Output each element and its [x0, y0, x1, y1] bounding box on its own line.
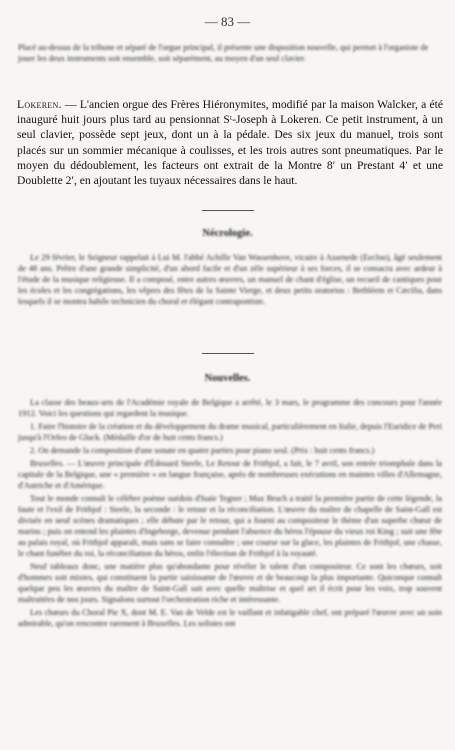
nouvelles-paragraph: La classe des beaux-arts de l'Académie royale de Belgique a arrêté, le 3 mars, le programme des concours pour l'année 1912. Voici les questions qui regardent la musique.: [18, 398, 442, 418]
nouvelles-paragraph: Neuf tableaux donc, une matière plus qu'abondante pour révéler le talent d'un compositeur. Ce sont les chœurs, soit d'hommes soit mixtes, qui constituent la partie saisissante de l'œuvre et de beaucoup la plus importante. Quiconque connaît quelque peu les œuvres du maître de Saint-Gall sait avec quelle maîtrise et quel art il écrit pour les voix, trop souvent maltraitées de nos jours. Signalons surtout l'orchestration riche et intéressante.: [18, 562, 442, 604]
lokeren-paragraph: [17, 97, 443, 188]
necrologie-text: [18, 252, 442, 309]
lokeren-body: — L'ancien orgue des Frères Hiéronymites, modifié par la maison Walcker, a été inauguré huit jours plus tard au pensionnat Sᵗ-Joseph à Lokeren. Ce petit instrument, à un seul clavier, possède sept jeux, dont un à la pédale. Des six jeux du manuel, trois sont placés sur un sommier mécanique à coulisses, et les trois autres sont pneumatiques. Par le moyen du dédoublement, les facteurs ont extrait de la Montre 8′ un Prestant 4′ et une Doublette 2′, en ajoutant les tuyaux nécessaires dans le haut.: [17, 98, 443, 188]
necrologie-heading: Nécrologie.: [202, 228, 253, 239]
nouvelles-paragraph: Les chœurs du Choral Pie X, dont M. E. Van de Velde est le vaillant et infatigable chef, ont préparé l'œuvre avec un soin admirable, qu'on rencontre rarement à Bruxelles. Les solistes ont: [18, 608, 442, 628]
lokeren-place-name: Lokeren.: [17, 98, 62, 111]
separator-rule: [202, 353, 254, 354]
separator-rule: [202, 210, 254, 211]
nouvelles-text: [18, 397, 442, 631]
nouvelles-paragraph: Bruxelles. — L'œuvre principale d'Édouard Steele, Le Retour de Frithjof, a fait, le 7 avril, son entrée triomphale dans la capitale de la Belgique, une « première » en langue française, après de nombreuses exécutions en maintes villes d'Allemagne, d'Autriche et d'Amérique.: [18, 459, 442, 490]
page-number: — 83 —: [204, 14, 251, 29]
nouvelles-heading: Nouvelles.: [204, 373, 251, 384]
nouvelles-paragraph: 2. On demande la composition d'une sonate en quatre parties pour piano seul. (Prix : huit cents francs.): [30, 446, 375, 455]
nouvelles-paragraph: 1. Faire l'histoire de la création et du développement du drame musical, particulièrement en Italie, depuis l'Euridice de Peri jusqu'à l'Orfeo de Gluck. (Médaille d'or de huit cents francs.): [18, 422, 442, 442]
previous-section-text: Placé au-dessus de la tribune et séparé de l'orgue principal, il présente une disposition nouvelle, qui permet à l'organiste de jouer les deux instruments soit ensemble, soit séparément, au moyen d'un seul clavier.: [18, 43, 429, 63]
nouvelles-paragraph: Tout le monde connaît le célèbre poème suédois d'Isaïe Tegner ; Max Bruch a traité la première partie de cette légende, la faute et l'exil de Frithjof : Steele, la seconde : le retour et la réconciliation. L'œuvre du maître de chapelle de Saint-Gall est divisée en neuf scènes dramatiques ; elle débute par le retour, qui a fourni au compositeur le thème d'un superbe chœur de marins ; puis on entend les plaintes d'Ingeborge, devenue pendant l'absence du héros l'épouse du vieux roi King ; suit une fête au palais royal, où Frithjof apparaît, mais sans se faire connaître ; une course sur la glace, les plaintes de Frithjof, une chasse, le chant funèbre du roi, la réconciliation du héros, enfin l'élection de Frithjof à la royauté.: [18, 494, 442, 558]
necrologie-paragraph: Le 29 février, le Seigneur rappelait à Lui M. l'abbé Achille Van Wassenhove, vicaire à Assenede (Eecloo), âgé seulement de 48 ans. Prêtre d'une grande simplicité, d'un abord facile et d'un zèle supérieur à ses forces, il se consacra avec ardeur à l'étude de la musique religieuse. Il a composé, entre autres œuvres, un manuel de chant d'église, un recueil de cantiques pour les écoles et les congrégations, les vêpres des fêtes de la Sainte Vierge, et deux petits oratorios : Bethléem et Cæcilia, dans lesquels il se montra habile technicien du choral et élégant contrapontiste.: [18, 253, 442, 306]
